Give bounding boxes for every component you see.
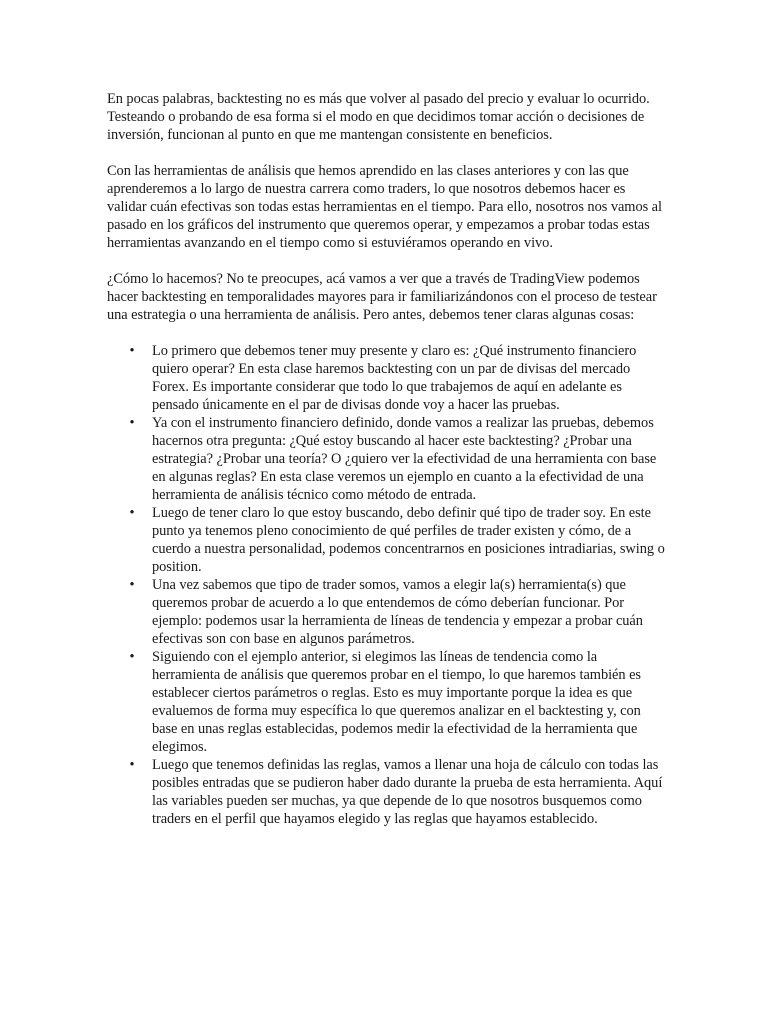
bullet-icon: • xyxy=(129,649,135,665)
list-item xyxy=(107,648,667,756)
list-item-text: Siguiendo con el ejemplo anterior, si elegimos las líneas de tendencia como la herramienta de análisis que queremos probar en el tiempo, lo que haremos también es establecer ciertos parámetros o reglas. Esto es muy importante porque la idea es que evaluemos de forma muy específica lo que queremos analizar en el backtesting y, con base en unas reglas establecidas, podemos medir la efectividad de la herramienta que elegimos. xyxy=(152,649,641,755)
bullet-icon: • xyxy=(129,757,135,773)
list-item-text: Ya con el instrumento financiero definido, donde vamos a realizar las pruebas, debemos hacernos otra pregunta: ¿Qué estoy buscando al hacer este backtesting? ¿Probar una estrategia? ¿Probar una teoría? O ¿quiero ver la efectividad de una herramienta con base en algunas reglas? En esta clase veremos un ejemplo en cuanto a la efectividad de una herramienta de análisis técnico como método de entrada. xyxy=(152,415,657,503)
list-item xyxy=(107,756,667,828)
list-item xyxy=(107,504,667,576)
bullet-list xyxy=(107,342,667,828)
list-item xyxy=(107,342,667,414)
bullet-icon: • xyxy=(129,415,135,431)
list-item-text: Una vez sabemos que tipo de trader somos, vamos a elegir la(s) herramienta(s) que queremos probar de acuerdo a lo que entendemos de cómo deberían funcionar. Por ejemplo: podemos usar la herramienta de líneas de tendencia y empezar a probar cuán efectivas son con base en algunos parámetros. xyxy=(152,577,643,647)
paragraph-intro: En pocas palabras, backtesting no es más que volver al pasado del precio y evaluar lo ocurrido. Testeando o probando de esa forma si el modo en que decidimos tomar acción o decisiones de inversión, funcionan al punto en que me mantengan consistente en beneficios. xyxy=(107,91,650,143)
list-item-text: Lo primero que debemos tener muy presente y claro es: ¿Qué instrumento financiero quiero operar? En esta clase haremos backtesting con un par de divisas del mercado Forex. Es importante considerar que todo lo que trabajemos de aquí en adelante es pensado únicamente en el par de divisas donde voy a hacer las pruebas. xyxy=(152,343,637,413)
bullet-icon: • xyxy=(129,577,135,593)
paragraph-tools: Con las herramientas de análisis que hemos aprendido en las clases anteriores y con las que aprenderemos a lo largo de nuestra carrera como traders, lo que nosotros debemos hacer es validar cuán efectivas son todas estas herramientas en el tiempo. Para ello, nosotros nos vamos al pasado en los gráficos del instrumento que queremos operar, y empezamos a probar todas estas herramientas avanzando en el tiempo como si estuviéramos operando en vivo. xyxy=(107,163,662,251)
list-item-text: Luego de tener claro lo que estoy buscando, debo definir qué tipo de trader soy. En este punto ya tenemos pleno conocimiento de qué perfiles de trader existen y cómo, de a cuerdo a nuestra personalidad, podemos concentrarnos en posiciones intradiarias, swing o position. xyxy=(152,505,665,575)
list-item xyxy=(107,414,667,504)
paragraph-how: ¿Cómo lo hacemos? No te preocupes, acá vamos a ver que a través de TradingView podemos hacer backtesting en temporalidades mayores para ir familiarizándonos con el proceso de testear una estrategia o una herramienta de análisis. Pero antes, debemos tener claras algunas cosas: xyxy=(107,271,657,323)
list-item xyxy=(107,576,667,648)
document-page xyxy=(107,90,667,828)
bullet-icon: • xyxy=(129,505,135,521)
list-item-text: Luego que tenemos definidas las reglas, vamos a llenar una hoja de cálculo con todas las posibles entradas que se pudieron haber dado durante la prueba de esta herramienta. Aquí las variables pueden ser muchas, ya que depende de lo que nosotros busquemos como traders en el perfil que hayamos elegido y las reglas que hayamos establecido. xyxy=(152,757,663,827)
bullet-icon: • xyxy=(129,343,135,359)
